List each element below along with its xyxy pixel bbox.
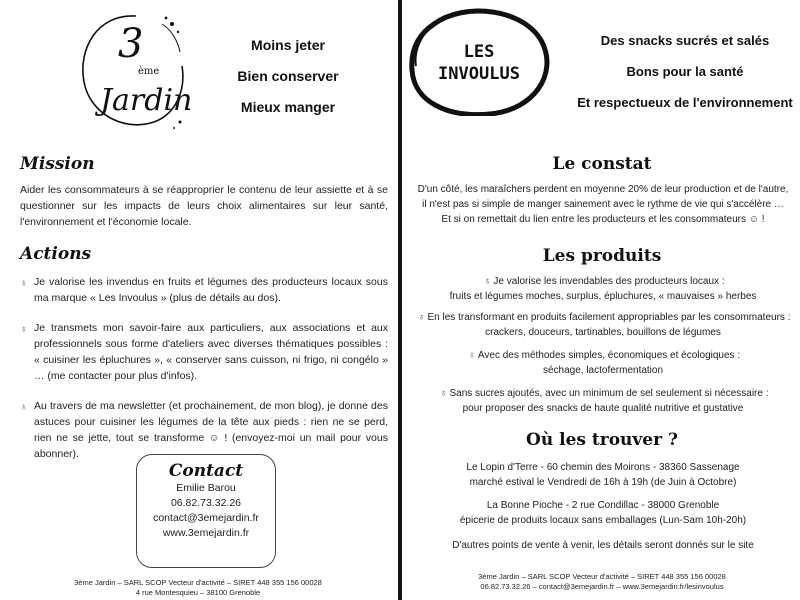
logo-name: Jardin (100, 83, 193, 118)
contact-box (136, 454, 276, 568)
produit-item (410, 310, 796, 340)
tagline: Bien conserver (237, 68, 339, 84)
tagline: Et respectueux de l'environnement (577, 95, 793, 110)
constat-title: Le constat (552, 154, 652, 174)
actions-title: Actions (20, 244, 92, 264)
lightbulb-icon: ♁ (483, 276, 492, 287)
trouver-title: Où les trouver ? (526, 430, 678, 450)
contact-name: Emilie Barou (176, 482, 236, 494)
lightbulb-icon: ♁ (20, 324, 28, 335)
mission-title: Mission (20, 154, 95, 174)
produit-detail: pour proposer des snacks de haute qualité nutritive et gustative (462, 403, 744, 414)
constat-text (410, 182, 796, 227)
action-item (20, 320, 388, 384)
contact-title: Contact (168, 461, 244, 481)
action-text: Je valorise les invendus en fruits et légumes des producteurs locaux sous ma marque « Les Invoulus » (plus de détails au dos). (34, 276, 388, 304)
lieu-item (410, 498, 796, 528)
lieu-line: épicerie de produits locaux sans emballages (Lun-Sam 10h-20h) (459, 515, 747, 526)
produit-item (410, 348, 796, 378)
footer-line: 06.82.73.32.26 – contact@3emejardin.fr – www.3emejardin.fr/lesinvoulus (480, 582, 724, 591)
produit-item (410, 274, 796, 304)
footer-line: 4 rue Montesquieu – 38100 Grenoble (135, 588, 261, 597)
lightbulb-icon: ♁ (20, 278, 28, 289)
action-text: Au travers de ma newsletter (et prochainement, de mon blog), je donne des astuces pour cuisiner les légumes de la tête aux pieds : rien ne se perd, rien ne se jette, tout se transforme ☺ ! (envoyez-moi un mail pour vous abonner). (34, 400, 388, 460)
left-footer (0, 578, 396, 598)
produit-line: En les transformant en produits facilement appropriables par les consommateurs : (427, 312, 791, 323)
lightbulb-icon: ♁ (417, 312, 426, 323)
lightbulb-icon: ♁ (468, 350, 476, 361)
mission-text: Aider les consommateurs à se réapproprier le contenu de leur assiette et à se questionner sur les impacts de leurs choix alimentaires sur leur santé, l'environnement et l'économie locale. (20, 184, 388, 228)
contact-email[interactable]: contact@3emejardin.fr (153, 512, 259, 524)
les-invoulus-logo (404, 6, 554, 116)
tagline: Bons pour la santé (626, 64, 744, 79)
lightbulb-icon: ♁ (439, 388, 448, 399)
constat-line: il n'est pas si simple de manger sainement avec le rythme de vie qui s'accélère … (422, 199, 784, 210)
tagline: Des snacks sucrés et salés (600, 33, 770, 48)
contact-website[interactable]: www.3emejardin.fr (162, 527, 250, 539)
footer-line: 3ème Jardin – SARL SCOP Vecteur d'activité – SIRET 448 355 156 00028 (74, 578, 322, 587)
action-item (20, 398, 388, 462)
lieu-line: Le Lopin d'Terre - 60 chemin des Moirons - 38360 Sassenage (466, 462, 740, 473)
tagline: Mieux manger (240, 99, 336, 115)
produit-line: Je valorise les invendables des producteurs locaux : (493, 276, 725, 287)
logo-line-2: INVOULUS (438, 64, 520, 84)
produit-detail: crackers, douceurs, tartinables, bouillons de légumes (485, 327, 721, 338)
left-page (0, 0, 396, 600)
produit-detail: séchage, lactofermentation (542, 365, 664, 376)
lightbulb-icon: ♁ (20, 402, 28, 413)
constat-line: Et si on remettait du lien entre les producteurs et les consommateurs ☺ ! (441, 214, 765, 225)
logo-number: 3 (118, 21, 144, 67)
lieu-line: La Bonne Pioche - 2 rue Condillac - 38000 Grenoble (486, 500, 720, 511)
constat-line: D'un côté, les maraîchers perdent en moyenne 20% de leur production et de l'autre, (417, 184, 789, 195)
autres-text: D'autres points de vente à venir, les détails seront donnés sur le site (452, 540, 754, 551)
left-taglines (218, 34, 358, 127)
right-footer (404, 572, 800, 592)
produit-line: Sans sucres ajoutés, avec un minimum de sel seulement si nécessaire : (449, 388, 769, 399)
produit-item (410, 386, 796, 416)
lieu-line: marché estival le Vendredi de 16h à 19h (de Juin à Octobre) (469, 477, 737, 488)
logo-line-1: LES (463, 42, 495, 62)
action-item (20, 274, 388, 306)
right-taglines (570, 30, 800, 123)
action-text: Je transmets mon savoir-faire aux particuliers, aux associations et aux professionnels sous forme d'ateliers avec diverses thématiques possibles : « cuisiner les épluchures », « conserver sans cuisson, ni frigo, ni congélo » … (me contacter pour plus d'infos). (34, 322, 388, 382)
footer-line: 3ème Jardin – SARL SCOP Vecteur d'activité – SIRET 448 355 156 00028 (478, 572, 726, 581)
produits-title: Les produits (542, 246, 662, 266)
produit-line: Avec des méthodes simples, économiques et écologiques : (477, 350, 741, 361)
lieu-item (410, 460, 796, 490)
right-page (404, 0, 800, 600)
logo-superscript: ème (138, 66, 160, 77)
produit-detail: fruits et légumes moches, surplus, épluchures, « mauvaises » herbes (449, 291, 757, 302)
tagline: Moins jeter (251, 37, 325, 53)
page-divider (398, 0, 402, 600)
contact-phone[interactable]: 06.82.73.32.26 (170, 497, 242, 509)
3eme-jardin-logo (76, 10, 193, 134)
